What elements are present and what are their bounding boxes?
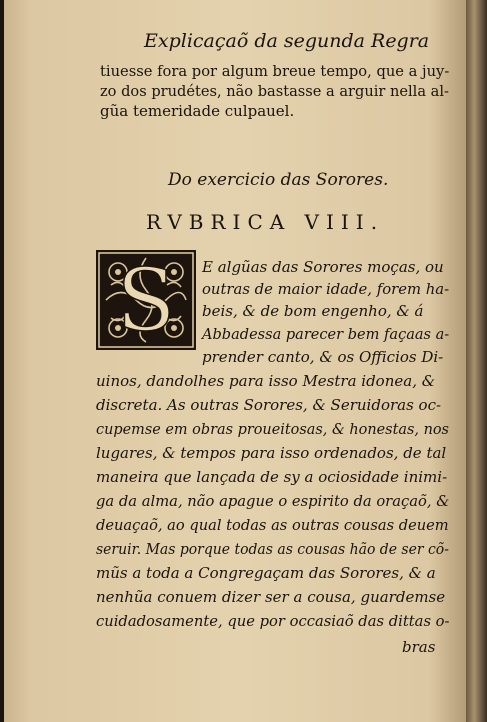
book-gutter: [466, 0, 487, 722]
floral-ornament-icon: [96, 250, 196, 350]
running-header: Explicaçaõ da segunda Regra: [144, 30, 430, 52]
indented-line-1: E algũas das Sorores moças, ou: [202, 258, 444, 276]
drop-cap-letter: S: [116, 251, 176, 350]
catchword: bras: [402, 638, 436, 656]
rubrica-heading: RVBRICA VIII.: [146, 210, 385, 234]
indented-line-5: prender canto, & os Officios Di-: [202, 348, 444, 366]
text-line-3: gũa temeridade culpauel.: [100, 102, 295, 120]
book-page: [4, 0, 466, 722]
text-line-2: zo dos prudétes, não bastasse a arguir nella al-: [100, 82, 449, 100]
body-line-3: cupemse em obras proueitosas, & honestas, nos: [96, 420, 449, 438]
body-line-5: maneira que lançada de sy a ociosidade inimi-: [96, 468, 448, 486]
body-line-8: seruir. Mas porque todas as cousas hão de ser cõ-: [96, 540, 449, 558]
body-line-10: nenhũa conuem dizer ser a cousa, guardemse: [96, 588, 446, 606]
body-line-6: ga da alma, não apague o espirito da oraçaõ, &: [96, 492, 450, 510]
indented-line-2: outras de maior idade, forem ha-: [202, 280, 450, 298]
indented-line-3: beis, & de bom engenho, & á: [202, 302, 424, 320]
indented-line-4: Abbadessa parecer bem façaas a-: [202, 325, 450, 343]
body-line-1: uinos, dandolhes para isso Mestra idonea, &: [96, 372, 436, 390]
ornamental-drop-cap: [96, 250, 196, 350]
text-line-1: tiuesse fora por algum breue tempo, que a juy-: [100, 62, 450, 80]
section-title: Do exercicio das Sorores.: [168, 170, 389, 190]
body-line-11: cuidadosamente, que por occasiaõ das dittas o-: [96, 612, 450, 630]
body-line-4: lugares, & tempos para isso ordenados, de tal: [96, 444, 447, 462]
body-line-2: discreta. As outras Sorores, & Seruidoras oc-: [96, 396, 442, 414]
body-line-7: deuaçaõ, ao qual todas as outras cousas deuem: [96, 516, 449, 534]
body-line-9: mũs a toda a Congregaçam das Sorores, & a: [96, 564, 436, 582]
